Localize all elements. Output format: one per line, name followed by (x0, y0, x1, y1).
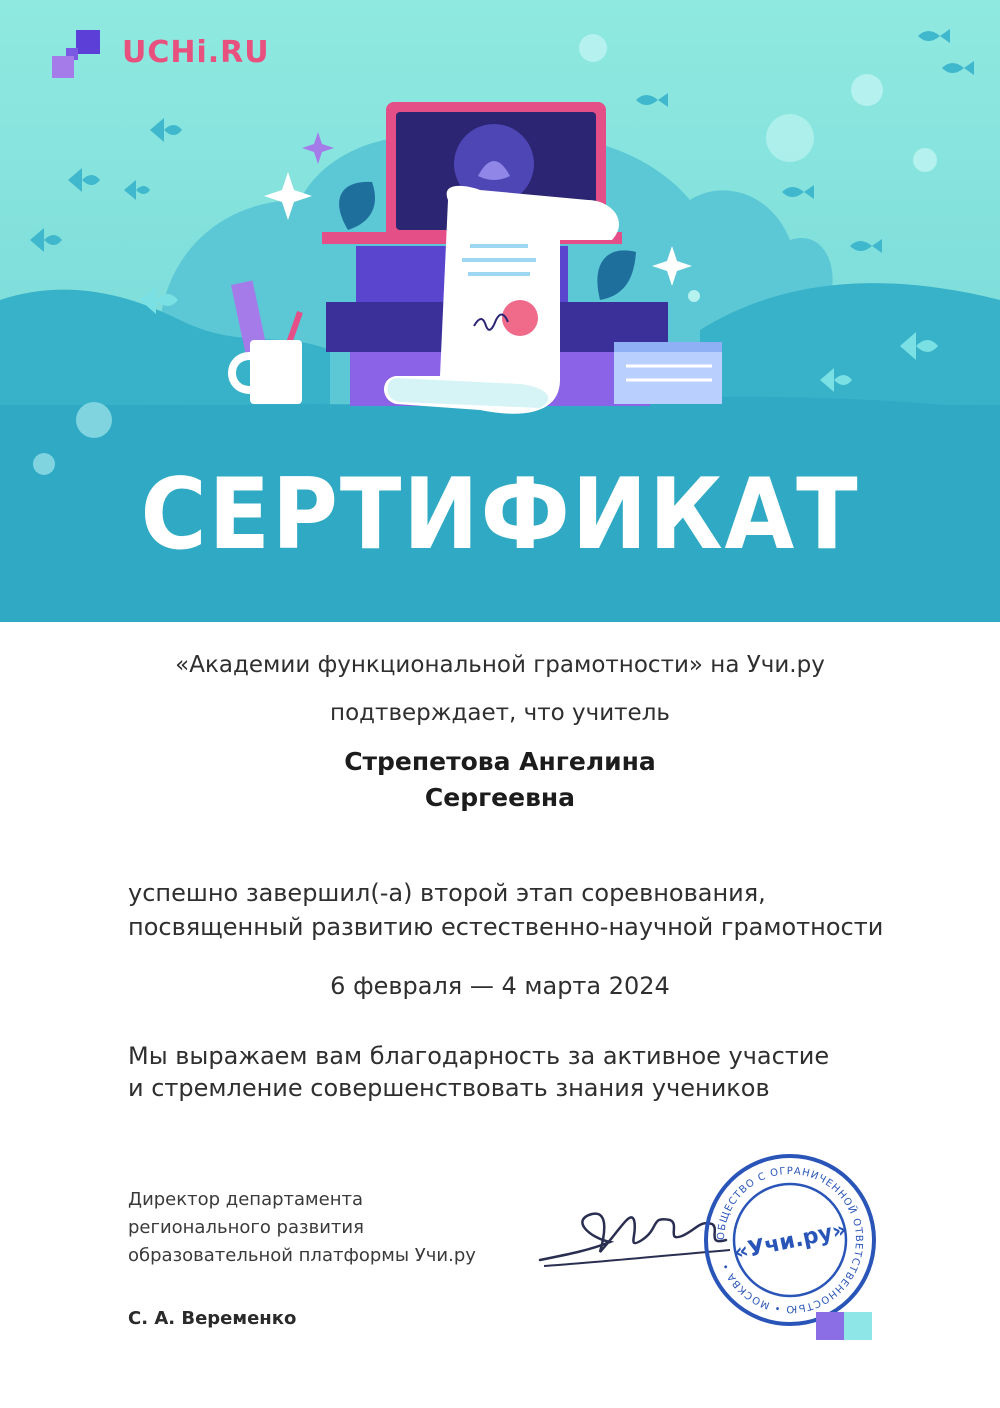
bubble (579, 34, 607, 62)
teacher-name-line: Сергеевна (424, 783, 576, 812)
seal-center-text: «Учи.ру» (731, 1217, 849, 1266)
company-seal (700, 1150, 880, 1330)
achievement-line: успешно завершил(-а) второй этап соревнования, (128, 879, 766, 907)
signer-title-line: Директор департамента (128, 1189, 363, 1210)
thanks-text (128, 1040, 948, 1104)
thanks-line: и стремление совершенствовать знания учеников (128, 1074, 770, 1102)
signer-title (128, 1186, 476, 1270)
seal-ring-text: ОБЩЕСТВО С ОГРАНИЧЕННОЙ ОТВЕТСТВЕННОСТЬЮ • МОСКВА • (715, 1165, 865, 1315)
achievement-text (128, 876, 948, 944)
footer-square (816, 1312, 844, 1340)
brand-logo (52, 26, 270, 78)
mug (250, 340, 302, 404)
logo-square (52, 56, 74, 78)
competition-dates: 6 февраля — 4 марта 2024 (330, 972, 670, 1000)
logo-mark-icon (52, 26, 102, 78)
signer-name: С. А. Веременко (128, 1308, 297, 1329)
teacher-name-line: Стрепетова Ангелина (344, 747, 656, 776)
thanks-line: Мы выражаем вам благодарность за активное участие (128, 1042, 830, 1070)
scroll-seal (502, 300, 538, 336)
teacher-name (0, 744, 1000, 816)
footer-brand-squares (816, 1312, 872, 1340)
bubble (851, 74, 883, 106)
signer-title-line: регионального развития (128, 1217, 364, 1238)
achievement-line: посвященный развитию естественно-научной грамотности (128, 913, 884, 941)
certificate-title: СЕРТИФИКАТ (140, 458, 860, 572)
academy-name: «Академии функциональной грамотности» на Учи.ру (175, 652, 825, 678)
signer-title-line: образовательной платформы Учи.ру (128, 1245, 476, 1266)
bubble (688, 290, 700, 302)
logo-text: UCHi.RU (122, 34, 270, 70)
book-notebook-cover (614, 342, 722, 352)
bubble (76, 402, 112, 438)
confirms-text: подтверждает, что учитель (330, 700, 670, 726)
footer-square (844, 1312, 872, 1340)
bubble (913, 148, 937, 172)
logo-square (76, 30, 100, 54)
bubble (766, 114, 814, 162)
